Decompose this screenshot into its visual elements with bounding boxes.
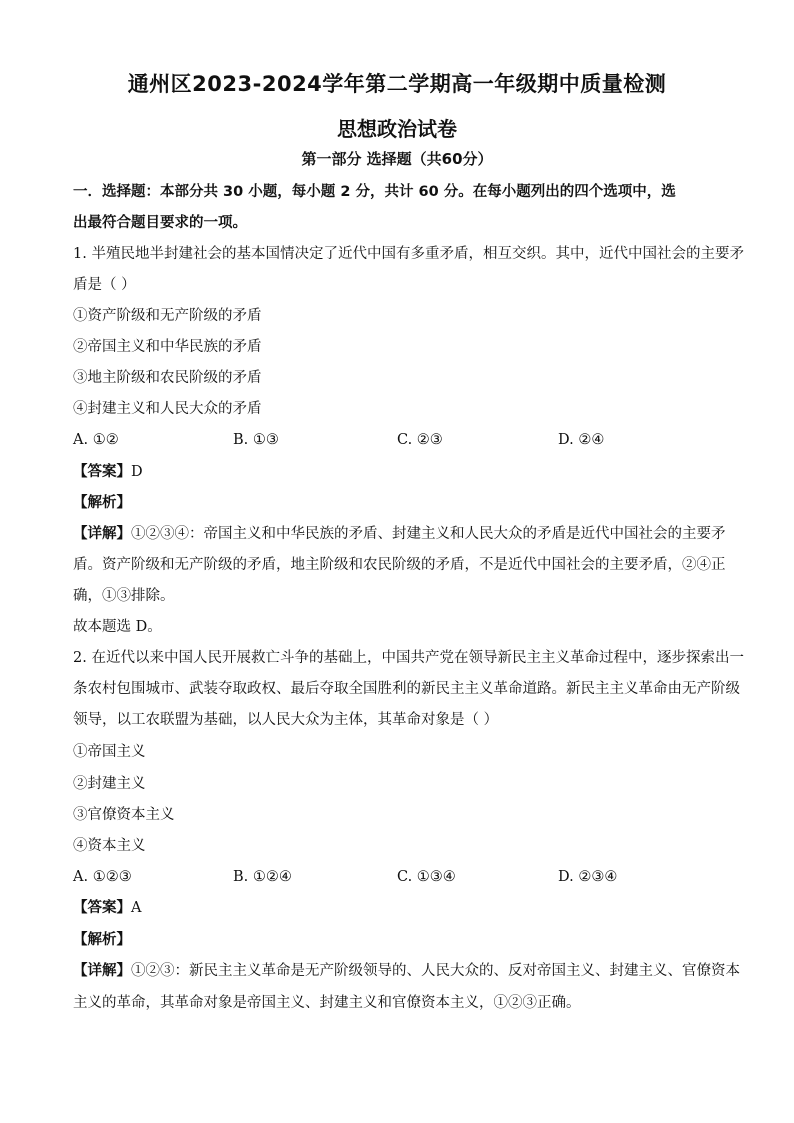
exam-title: 通州区2023-2024学年第二学期高一年级期中质量检测	[127, 72, 667, 96]
subject-title: 思想政治试卷	[337, 117, 457, 141]
q2-option-d: D. ②③④	[558, 869, 618, 885]
q1-option-d: D. ②④	[558, 432, 605, 448]
detail-tag: 【详解】	[73, 963, 131, 979]
q1-conclusion: 故本题选 D。	[73, 619, 162, 635]
q1-stem-line1: 1. 半殖民地半封建社会的基本国情决定了近代中国有多重矛盾，相互交织。其中，近代中国社会的主要矛	[73, 246, 744, 262]
q2-option-a: A. ①②③	[73, 869, 132, 885]
q1-detail-line1: 【详解】①②③④：帝国主义和中华民族的矛盾、封建主义和人民大众的矛盾是近代中国社会的主要矛	[73, 526, 726, 542]
q2-stem-line2: 条农村包围城市、武装夺取政权、最后夺取全国胜利的新民主主义革命道路。新民主主义革命由无产阶级	[73, 681, 740, 697]
q1-detail-line3: 确，①③排除。	[73, 588, 175, 604]
answer-tag: 【答案】	[73, 900, 131, 916]
q1-stem-line2: 盾是（ ）	[73, 277, 136, 293]
q2-stem-line3: 领导，以工农联盟为基础，以人民大众为主体，其革命对象是（ ）	[73, 712, 499, 728]
q2-item-2: ②封建主义	[73, 776, 146, 792]
q1-item-3: ③地主阶级和农民阶级的矛盾	[73, 370, 262, 386]
q1-option-b: B. ①③	[233, 432, 279, 448]
q2-item-4: ④资本主义	[73, 838, 146, 854]
q2-analysis-tag: 【解析】	[73, 932, 131, 948]
q2-detail-line1: 【详解】①②③：新民主主义革命是无产阶级领导的、人民大众的、反对帝国主义、封建主义、官僚资本	[73, 963, 740, 979]
q1-item-2: ②帝国主义和中华民族的矛盾	[73, 339, 262, 355]
answer-value: A	[131, 900, 142, 916]
q1-answer	[73, 462, 143, 482]
q1-detail-line2: 盾。资产阶级和无产阶级的矛盾，地主阶级和农民阶级的矛盾，不是近代中国社会的主要矛盾，②④正	[73, 557, 726, 573]
section-instruction-line2: 出最符合题目要求的一项。	[73, 215, 247, 231]
q2-detail-line2: 主义的革命，其革命对象是帝国主义、封建主义和官僚资本主义，①②③正确。	[73, 995, 581, 1011]
q1-analysis-tag: 【解析】	[73, 495, 131, 511]
detail-tag: 【详解】	[73, 526, 131, 542]
q1-item-4: ④封建主义和人民大众的矛盾	[73, 401, 262, 417]
part-title: 第一部分 选择题（共60分）	[301, 150, 493, 168]
answer-tag: 【答案】	[73, 464, 131, 480]
q2-item-1: ①帝国主义	[73, 744, 146, 760]
q2-option-b: B. ①②④	[233, 869, 292, 885]
q2-answer	[73, 898, 141, 918]
q2-option-c: C. ①③④	[397, 869, 456, 885]
q2-item-3: ③官僚资本主义	[73, 807, 175, 823]
answer-value: D	[131, 464, 143, 480]
q1-item-1: ①资产阶级和无产阶级的矛盾	[73, 308, 262, 324]
section-instruction-line1: 一．选择题：本部分共 30 小题，每小题 2 分，共计 60 分。在每小题列出的四个选项中，选	[73, 184, 676, 200]
q1-option-a: A. ①②	[73, 432, 119, 448]
q1-option-c: C. ②③	[397, 432, 443, 448]
q2-stem-line1: 2. 在近代以来中国人民开展救亡斗争的基础上，中国共产党在领导新民主主义革命过程中，逐步探索出一	[73, 650, 744, 666]
